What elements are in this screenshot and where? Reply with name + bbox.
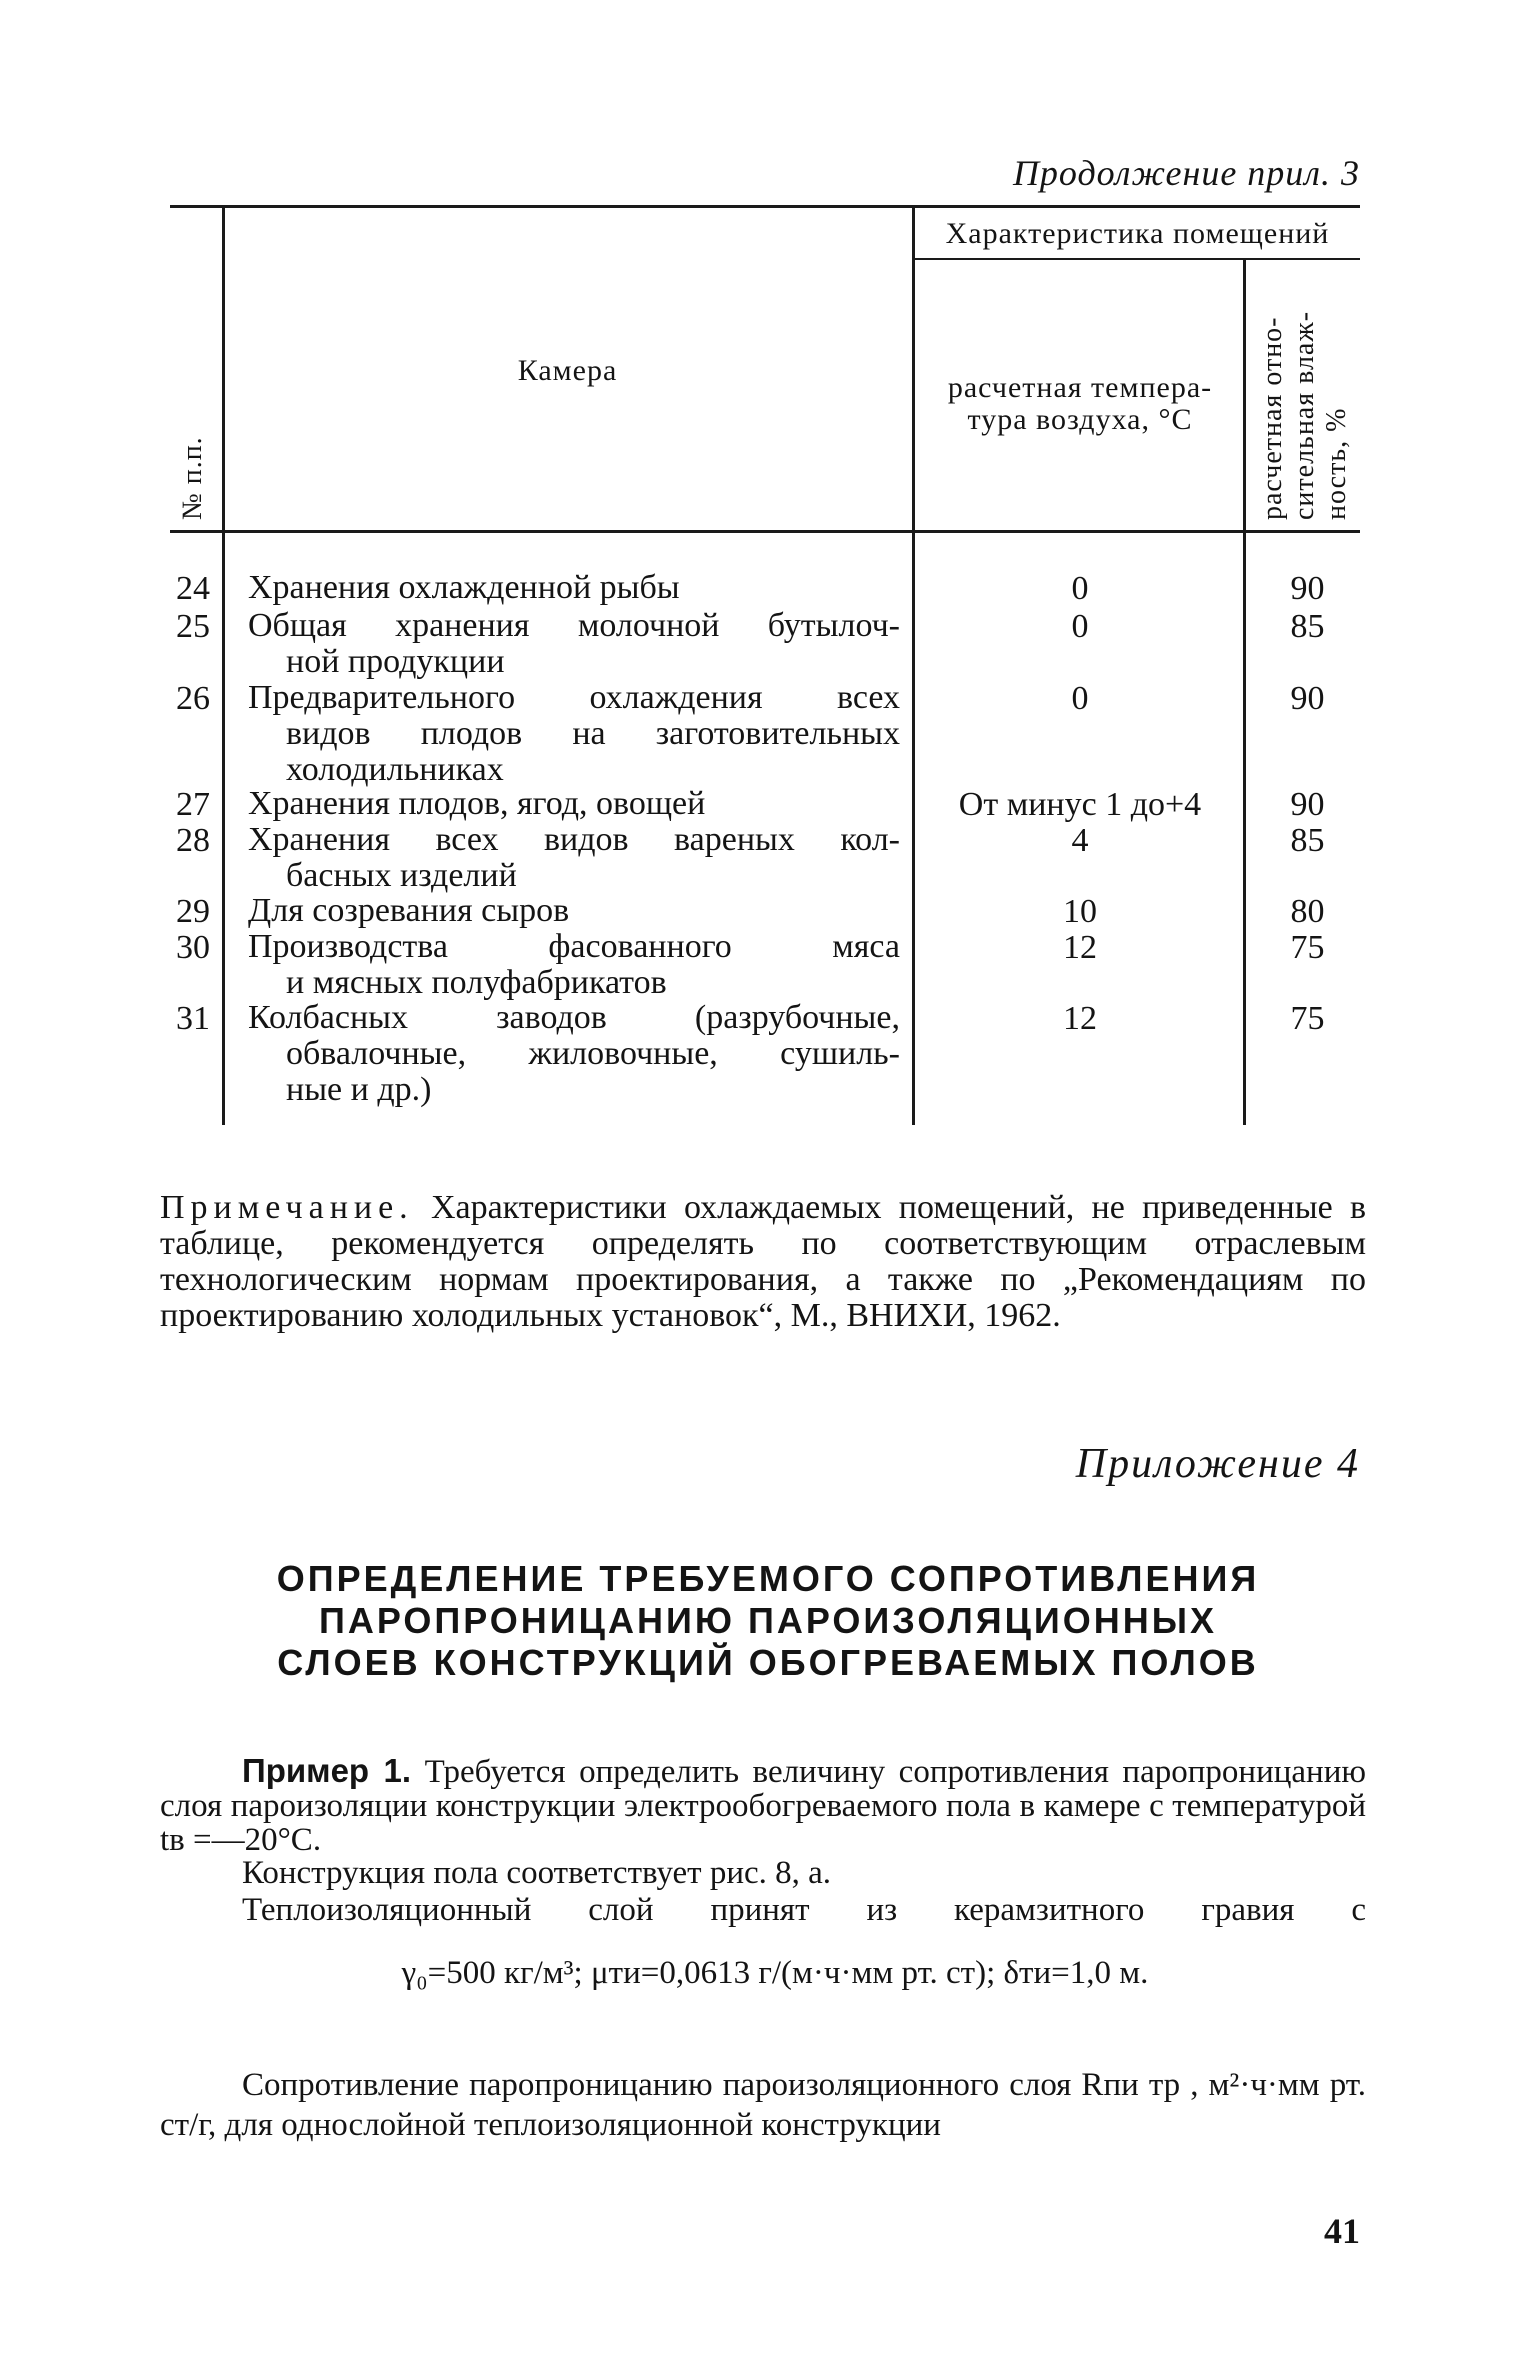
row-31-temp: 12 bbox=[1063, 1000, 1097, 1037]
row-26-hum: 90 bbox=[1290, 680, 1325, 717]
row-28-name: Хранения всех видов вареных кол- басных изделий bbox=[248, 821, 900, 894]
col-divider-1 bbox=[222, 205, 225, 1125]
row-30-name: Производства фасованного мяса и мясных полуфабрикатов bbox=[248, 928, 900, 1001]
row-26-temp: 0 bbox=[1071, 680, 1089, 717]
row-30-num: 30 bbox=[176, 929, 210, 966]
col-divider-2 bbox=[912, 205, 915, 1125]
row-26-name: Предварительного охлаждения всех видов плодов на заготовительных холодильниках bbox=[248, 679, 900, 788]
row-29-temp: 10 bbox=[1063, 893, 1097, 930]
header-hum-3: ность, % bbox=[1321, 407, 1352, 520]
page-number: 41 bbox=[1324, 2211, 1360, 2251]
row-27-name: Хранения плодов, ягод, овощей bbox=[248, 785, 706, 822]
header-chamber: Камера bbox=[517, 354, 618, 387]
row-28-num: 28 bbox=[176, 822, 210, 859]
row-27-temp: От минус 1 до+4 bbox=[958, 786, 1202, 823]
resistance-paragraph: Сопротивление паропроницанию пароизоляционного слоя Rпи тр , м²·ч·мм рт. ст/г, для однослойной теплоизоляционной конструкции bbox=[160, 2067, 1366, 2143]
insulation-line: Теплоизоляционный слой принят из керамзитного гравия с bbox=[242, 1892, 1366, 1928]
row-25-num: 25 bbox=[176, 608, 210, 645]
row-29-name: Для созревания сыров bbox=[248, 892, 570, 929]
header-hum-1: расчетная отно- bbox=[1257, 316, 1288, 520]
example-paragraph: Пример 1. Требуется определить величину сопротивления паропроницанию слоя пароизоляции конструкции электрообогреваемого пола в камере с температурой tв =—20°С. bbox=[160, 1752, 1367, 1858]
header-num: № п.п. bbox=[177, 436, 208, 520]
row-30-temp: 12 bbox=[1063, 929, 1097, 966]
row-31-hum: 75 bbox=[1290, 1000, 1325, 1037]
group-header-rule bbox=[915, 258, 1360, 260]
continuation-header: Продолжение прил. 3 bbox=[1012, 153, 1360, 193]
row-28-temp: 4 bbox=[1071, 822, 1089, 859]
header-hum-2: сительная влаж- bbox=[1289, 310, 1320, 520]
appendix-label: Приложение 4 bbox=[1075, 1441, 1360, 1487]
row-29-num: 29 bbox=[176, 893, 210, 930]
formula-line: γ₀=500 кг/м³; μти=0,0613 г/(м·ч·мм рт. ст); δти=1,0 м. bbox=[401, 1955, 1149, 1991]
row-25-name: Общая хранения молочной бутылоч- ной продукции bbox=[248, 607, 900, 680]
table-top-rule bbox=[170, 205, 1360, 208]
header-temp: расчетная темпера- тура воздуха, °С bbox=[947, 371, 1213, 436]
header-bottom-rule bbox=[170, 530, 1360, 533]
row-31-num: 31 bbox=[176, 1000, 210, 1037]
row-25-temp: 0 bbox=[1071, 608, 1089, 645]
construction-line: Конструкция пола соответствует рис. 8, а. bbox=[242, 1855, 832, 1891]
row-27-num: 27 bbox=[176, 786, 210, 823]
row-24-hum: 90 bbox=[1290, 570, 1325, 607]
note-text: Характеристики охлаждаемых помещений, не приведенные в таблице, рекомендуется определять по соответствующим отраслевым технологическим нормам проектирования, а также по „Рекомендациям по проектированию холодильных установок“, М., ВНИХИ, 1962. bbox=[160, 1189, 1366, 1334]
row-29-hum: 80 bbox=[1290, 893, 1325, 930]
table-note bbox=[160, 1190, 1366, 1334]
row-24-name: Хранения охлажденной рыбы bbox=[248, 569, 680, 606]
row-26-num: 26 bbox=[176, 680, 210, 717]
row-31-name: Колбасных заводов (разрубочные, обвалочные, жиловочные, сушиль- ные и др.) bbox=[248, 999, 900, 1108]
row-25-hum: 85 bbox=[1290, 608, 1325, 645]
row-24-temp: 0 bbox=[1071, 570, 1089, 607]
row-30-hum: 75 bbox=[1290, 929, 1325, 966]
row-24-num: 24 bbox=[176, 570, 210, 607]
appendix-title: ОПРЕДЕЛЕНИЕ ТРЕБУЕМОГО СОПРОТИВЛЕНИЯ ПАРОПРОНИЦАНИЮ ПАРОИЗОЛЯЦИОННЫХ СЛОЕВ КОНСТРУКЦИЙ ОБОГРЕВАЕМЫХ ПОЛОВ bbox=[276, 1558, 1260, 1683]
row-27-hum: 90 bbox=[1290, 786, 1325, 823]
row-28-hum: 85 bbox=[1290, 822, 1325, 859]
note-label: Примечание. bbox=[160, 1189, 414, 1226]
header-group: Характеристика помещений bbox=[945, 217, 1330, 250]
